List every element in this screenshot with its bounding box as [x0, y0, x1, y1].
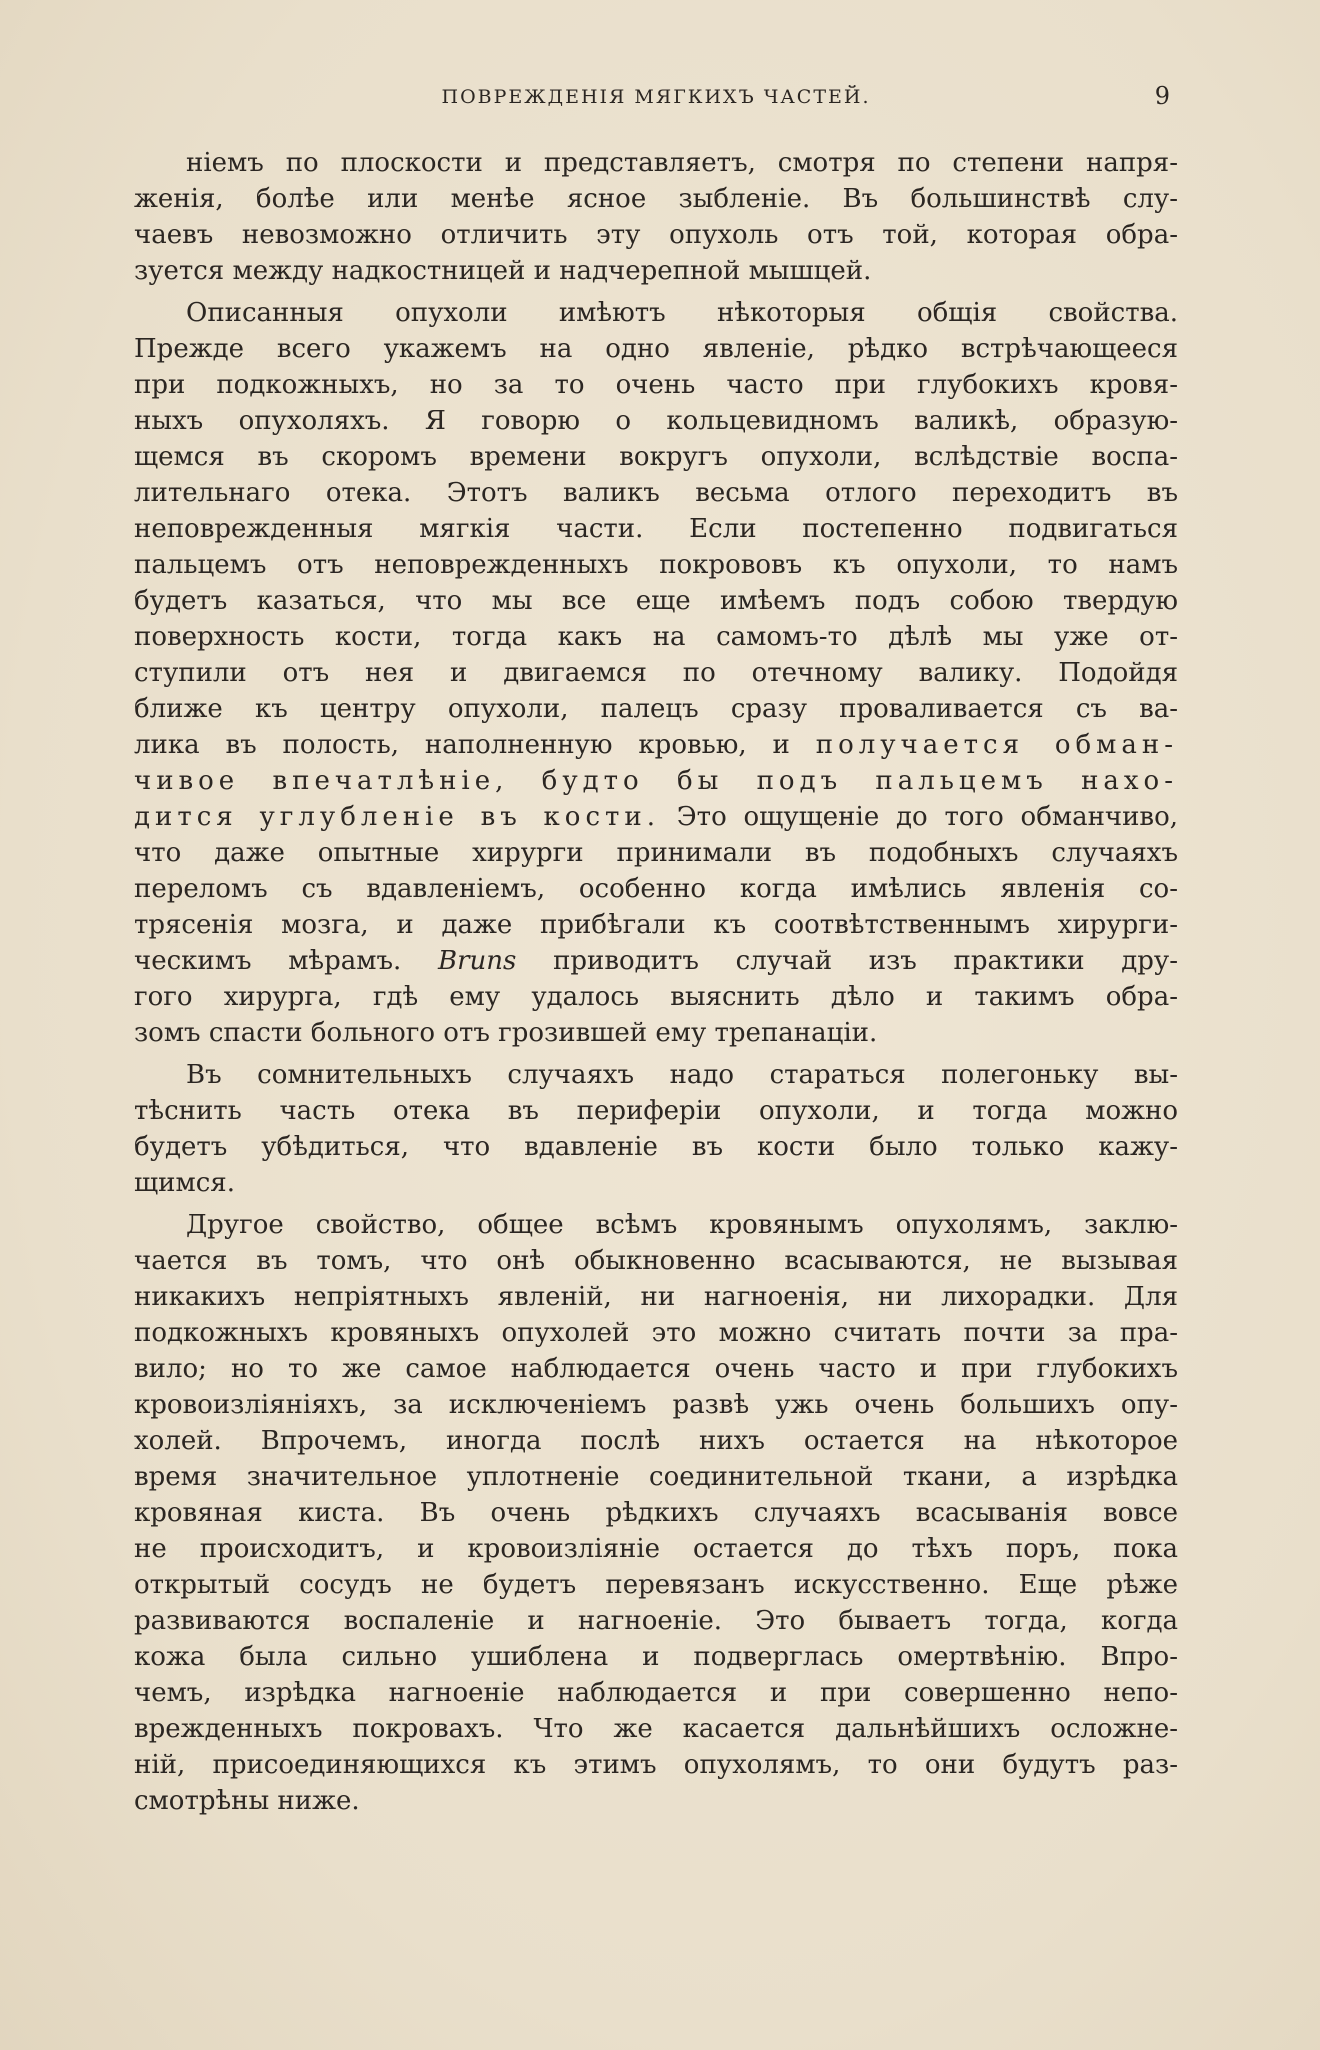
text-line: щимся. [134, 1168, 235, 1198]
text-line: открытый сосудъ не будетъ перевязанъ искусственно. Еще рѣже [134, 1570, 1178, 1600]
text-line: поверхность кости, тогда какъ на самомъ-то дѣлѣ мы уже от- [134, 622, 1178, 652]
text-line: зомъ спасти больного отъ грозившей ему трепанаціи. [134, 1018, 878, 1048]
running-title: ПОВРЕЖДЕНІЯ МЯГКИХЪ ЧАСТЕЙ. [441, 86, 871, 108]
text-line: никакихъ непріятныхъ явленій, ни нагноенія, ни лихорадки. Для [134, 1282, 1178, 1312]
text-line: чемъ, изрѣдка нагноеніе наблюдается и при совершенно непо- [134, 1678, 1178, 1708]
text-line: смотрѣны ниже. [134, 1786, 360, 1816]
text-line: вило; но то же самое наблюдается очень часто и при глубокихъ [134, 1354, 1178, 1384]
text-line: время значительное уплотненіе соединительной ткани, а изрѣдка [134, 1462, 1178, 1492]
text-line: тѣснить часть отека въ периферіи опухоли, и тогда можно [134, 1096, 1178, 1126]
text-line: будетъ убѣдиться, что вдавленіе въ кости было только кажу- [134, 1132, 1178, 1162]
text-line: что даже опытные хирурги принимали въ подобныхъ случаяхъ [134, 838, 1178, 868]
text-line: врежденныхъ покровахъ. Что же касается дальнѣйшихъ осложне- [134, 1714, 1178, 1744]
text-line: ступили отъ нея и двигаемся по отечному валику. Подойдя [134, 658, 1178, 688]
text-line: женія, болѣе или менѣе ясное зыбленіе. Въ большинствѣ слу- [134, 184, 1178, 214]
text-line: Описанныя опухоли имѣютъ нѣкоторыя общія свойства. [186, 298, 1178, 328]
text-line: подкожныхъ кровяныхъ опухолей это можно считать почти за пра- [134, 1318, 1178, 1348]
text-line: кожа была сильно ушиблена и подверглась омертвѣнію. Впро- [134, 1642, 1178, 1672]
text-line: холей. Впрочемъ, иногда послѣ нихъ остается на нѣкоторое [134, 1426, 1178, 1456]
text-line: развиваются воспаленіе и нагноеніе. Это бываетъ тогда, когда [134, 1606, 1178, 1636]
text-line: ніемъ по плоскости и представляетъ, смотря по степени напря- [186, 148, 1178, 178]
text-line: неповрежденныя мягкія части. Если постепенно подвигаться [134, 514, 1178, 544]
body-text [134, 145, 1178, 1825]
text-line: не происходитъ, и кровоизліяніе остается до тѣхъ поръ, пока [134, 1534, 1178, 1564]
text-line: гого хирурга, гдѣ ему удалось выяснить дѣло и такимъ обра- [134, 982, 1178, 1012]
text-line: Другое свойство, общее всѣмъ кровянымъ опухолямъ, заклю- [186, 1210, 1178, 1240]
text-line: переломъ съ вдавленіемъ, особенно когда имѣлись явленія со- [134, 874, 1178, 904]
text-line: ній, присоединяющихся къ этимъ опухолямъ, то они будутъ раз- [134, 1750, 1178, 1780]
page-number: 9 [1154, 82, 1170, 110]
text-line: при подкожныхъ, но за то очень часто при глубокихъ кровя- [134, 370, 1178, 400]
paragraph [134, 1057, 1178, 1201]
text-line: Прежде всего укажемъ на одно явленіе, рѣдко встрѣчающееся [134, 334, 1178, 364]
text-line: лика въ полость, наполненную кровью, и получается обман- [134, 730, 1178, 760]
text-line: чаевъ невозможно отличить эту опухоль отъ той, которая обра- [134, 220, 1178, 250]
text-line: ближе къ центру опухоли, палецъ сразу проваливается съ ва- [134, 694, 1178, 724]
text-line: ческимъ мѣрамъ. Bruns приводитъ случай изъ практики дру- [134, 946, 1178, 976]
paragraph [134, 145, 1178, 289]
text-line: Въ сомнительныхъ случаяхъ надо стараться полегоньку вы- [186, 1060, 1178, 1090]
text-line: кровоизліяніяхъ, за исключеніемъ развѣ ужь очень большихъ опу- [134, 1390, 1178, 1420]
text-line: ныхъ опухоляхъ. Я говорю о кольцевидномъ валикѣ, образую- [134, 406, 1178, 436]
text-line: щемся въ скоромъ времени вокругъ опухоли, вслѣдствіе воспа- [134, 442, 1178, 472]
text-line: чается въ томъ, что онѣ обыкновенно всасываются, не вызывая [134, 1246, 1178, 1276]
text-line: лительнаго отека. Этотъ валикъ весьма отлого переходитъ въ [134, 478, 1178, 508]
running-head [134, 82, 1178, 112]
text-line: пальцемъ отъ неповрежденныхъ покрововъ къ опухоли, то намъ [134, 550, 1178, 580]
paragraph [134, 295, 1178, 1051]
text-line: дится углубленіе въ кости. Это ощущеніе до того обманчиво, [134, 802, 1178, 832]
paragraph [134, 1207, 1178, 1819]
text-line: зуется между надкостницей и надчерепной мышцей. [134, 256, 872, 286]
text-line: кровяная киста. Въ очень рѣдкихъ случаяхъ всасыванія вовсе [134, 1498, 1178, 1528]
text-line: трясенія мозга, и даже прибѣгали къ соотвѣтственнымъ хирурги- [134, 910, 1178, 940]
text-line: будетъ казаться, что мы все еще имѣемъ подъ собою твердую [134, 586, 1178, 616]
text-line: чивое впечатлѣніе, будто бы подъ пальцемъ нахо- [134, 766, 1178, 796]
